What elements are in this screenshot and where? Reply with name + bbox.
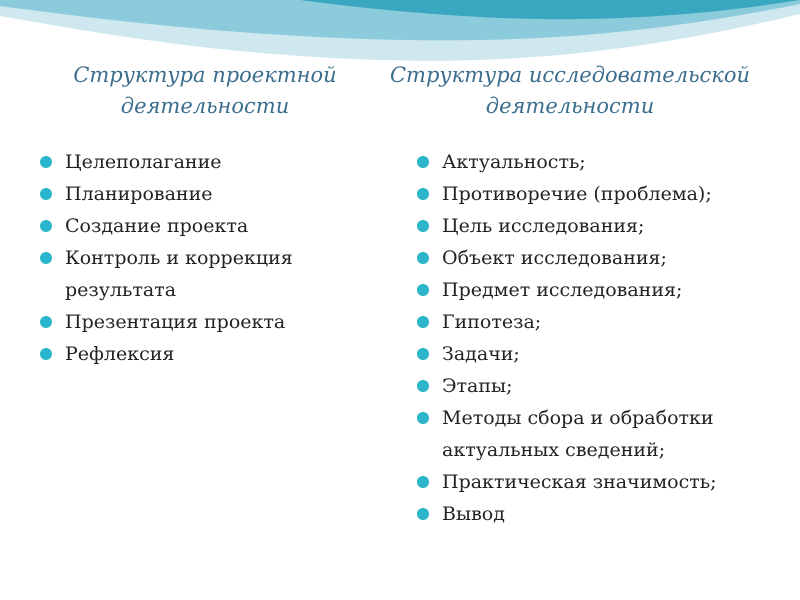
bullet-icon	[417, 284, 429, 296]
list-item-text: Объект исследования;	[442, 247, 667, 269]
list-item	[417, 242, 777, 274]
list-item	[417, 466, 777, 498]
bullet-icon	[417, 476, 429, 488]
list-item-text: Предмет исследования;	[442, 279, 683, 301]
bullet-icon	[40, 220, 52, 232]
list-item-text: Создание проекта	[65, 215, 249, 237]
list-item	[417, 210, 777, 242]
list-item-text: Методы сбора и обработки актуальных сведений;	[442, 407, 714, 461]
right-column-title: Структура исследовательской деятельности	[389, 63, 751, 118]
list-item-text: Цель исследования;	[442, 215, 645, 237]
list-item-text: Вывод	[442, 503, 505, 525]
list-item-text: Противоречие (проблема);	[442, 183, 712, 205]
bullet-icon	[40, 188, 52, 200]
bullet-icon	[417, 316, 429, 328]
list-item	[417, 338, 777, 370]
list-item-text: Целеполагание	[65, 151, 222, 173]
bullet-icon	[417, 252, 429, 264]
list-item-text: Гипотеза;	[442, 311, 542, 333]
list-item-text: Актуальность;	[442, 151, 586, 173]
bullet-icon	[40, 156, 52, 168]
project-structure-list	[40, 146, 360, 370]
list-item	[40, 242, 360, 306]
left-column-title: Структура проектной деятельности	[73, 63, 337, 118]
research-structure-list	[417, 146, 777, 530]
list-item	[40, 146, 360, 178]
bullet-icon	[417, 412, 429, 424]
bullet-icon	[40, 316, 52, 328]
list-item-text: Этапы;	[442, 375, 513, 397]
list-item-text: Практическая значимость;	[442, 471, 717, 493]
list-item-text: Рефлексия	[65, 343, 175, 365]
bullet-icon	[40, 252, 52, 264]
list-item	[40, 178, 360, 210]
bullet-icon	[417, 188, 429, 200]
bullet-icon	[417, 220, 429, 232]
list-item	[40, 210, 360, 242]
list-item	[417, 306, 777, 338]
list-item	[40, 306, 360, 338]
list-item	[417, 370, 777, 402]
list-item	[417, 274, 777, 306]
bullet-icon	[417, 348, 429, 360]
list-item	[417, 178, 777, 210]
list-item	[417, 498, 777, 530]
list-item-text: Задачи;	[442, 343, 520, 365]
list-item-text: Контроль и коррекция результата	[65, 247, 293, 301]
bullet-icon	[417, 508, 429, 520]
bullet-icon	[40, 348, 52, 360]
list-item	[40, 338, 360, 370]
bullet-icon	[417, 380, 429, 392]
list-item	[417, 402, 777, 466]
list-item-text: Планирование	[65, 183, 213, 205]
list-item-text: Презентация проекта	[65, 311, 286, 333]
list-item	[417, 146, 777, 178]
bullet-icon	[417, 156, 429, 168]
